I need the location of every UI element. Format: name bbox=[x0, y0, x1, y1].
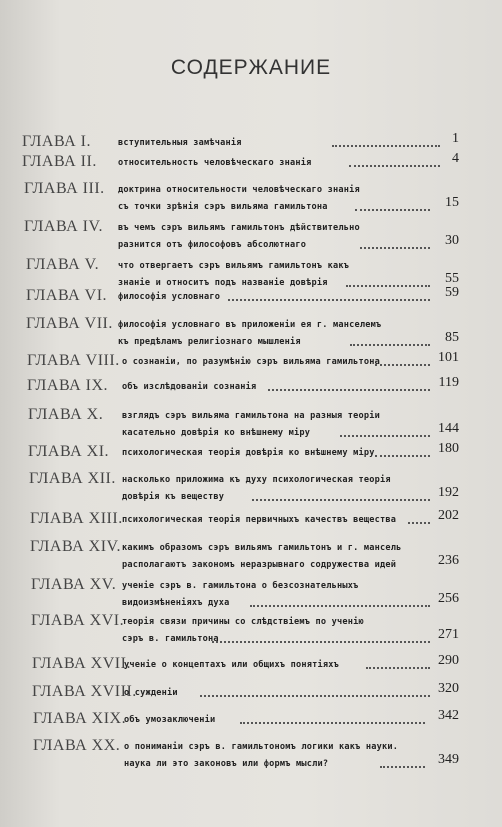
chapter-description-line: о пониманіи сэръ в. гамильтономъ логики какъ науки. bbox=[124, 742, 399, 752]
chapter-label: ГЛАВА III. bbox=[24, 180, 105, 197]
chapter-label: ГЛАВА II. bbox=[22, 153, 97, 170]
chapter-label: ГЛАВА XX. bbox=[33, 737, 121, 754]
chapter-description-line: знаніе и относитъ подъ названіе довѣрія bbox=[118, 278, 328, 288]
dot-leader bbox=[240, 712, 425, 724]
chapter-label: ГЛАВА I. bbox=[22, 133, 91, 150]
dot-leader bbox=[349, 155, 440, 167]
dot-leader bbox=[268, 379, 430, 391]
chapter-description bbox=[122, 354, 380, 371]
chapter-description-line: какимъ образомъ сэръ вильямъ гамильтонъ и г. мансель bbox=[122, 543, 402, 553]
chapter-description-line: теорія связи причины со слѣдствіемъ по ученію bbox=[122, 617, 364, 627]
dot-leader bbox=[360, 237, 430, 249]
page-number: 349 bbox=[438, 752, 459, 767]
chapter-description-line: довѣрія къ веществу bbox=[122, 492, 225, 502]
chapter-description bbox=[124, 657, 339, 674]
dot-leader bbox=[228, 289, 430, 301]
page-number: 144 bbox=[438, 421, 459, 436]
page-number: 30 bbox=[445, 233, 459, 248]
chapter-description bbox=[124, 712, 215, 729]
chapter-label: ГЛАВА XVIII. bbox=[32, 683, 137, 700]
chapter-description-line: ученіе сэръ в. гамильтона о безсознательныхъ bbox=[122, 581, 359, 591]
chapter-label: ГЛАВА XV. bbox=[31, 576, 117, 593]
chapter-description bbox=[118, 155, 311, 172]
chapter-description-line: разнится отъ философовъ абсолютнаго bbox=[118, 240, 307, 250]
dot-leader bbox=[346, 275, 430, 287]
page-number: 59 bbox=[445, 285, 459, 300]
dot-leader bbox=[355, 199, 430, 211]
chapter-description-line: психологическая теорія первичныхъ качествъ вещества bbox=[122, 515, 397, 525]
chapter-description-line: объ изслѣдованіи сознанія bbox=[122, 382, 257, 392]
chapter-description-line: психологическая теорія довѣрія ко внѣшнему міру bbox=[122, 448, 375, 458]
page-number: 15 bbox=[445, 195, 459, 210]
chapter-description bbox=[124, 739, 398, 773]
dot-leader bbox=[212, 631, 430, 643]
dot-leader bbox=[250, 595, 430, 607]
chapter-label: ГЛАВА VI. bbox=[26, 287, 108, 304]
chapter-description-line: сэръ в. гамильтона bbox=[122, 634, 219, 644]
chapter-description-line: что отвергаетъ сэръ вильямъ гамильтонъ какъ bbox=[118, 261, 350, 271]
chapter-label: ГЛАВА XIII. bbox=[30, 510, 123, 527]
page-number: 85 bbox=[445, 330, 459, 345]
chapter-description-line: вступительныя замѣчанія bbox=[118, 138, 242, 148]
chapter-description bbox=[118, 220, 360, 254]
chapter-description-line: ученіе о концептахъ или общихъ понятіяхъ bbox=[124, 660, 339, 670]
chapter-description-line: о сужденіи bbox=[124, 688, 178, 698]
page-number: 4 bbox=[452, 151, 459, 166]
chapter-description bbox=[118, 258, 349, 292]
chapter-description-line: касательно довѣрія ко внѣшнему міру bbox=[122, 428, 311, 438]
page-number: 55 bbox=[445, 271, 459, 286]
chapter-label: ГЛАВА IV. bbox=[24, 218, 103, 235]
page-number: 119 bbox=[438, 375, 459, 390]
chapter-description bbox=[118, 182, 360, 216]
page-number: 1 bbox=[452, 131, 459, 146]
chapter-description bbox=[118, 135, 242, 152]
page-number: 290 bbox=[438, 653, 459, 668]
chapter-description-line: въ чемъ сэръ вильямъ гамильтонъ дѣйствительно bbox=[118, 223, 360, 233]
chapter-label: ГЛАВА VIII. bbox=[27, 352, 120, 369]
dot-leader bbox=[350, 334, 430, 346]
page-number: 236 bbox=[438, 553, 459, 568]
chapter-description bbox=[118, 289, 220, 306]
dot-leader bbox=[408, 512, 430, 524]
dot-leader bbox=[380, 756, 425, 768]
page-number: 180 bbox=[438, 441, 459, 456]
page-number: 256 bbox=[438, 591, 459, 606]
chapter-description-line: философія условнаго bbox=[118, 292, 221, 302]
dot-leader bbox=[252, 489, 430, 501]
page-number: 271 bbox=[438, 627, 459, 642]
page-number: 342 bbox=[438, 708, 459, 723]
dot-leader bbox=[366, 657, 430, 669]
chapter-description bbox=[122, 540, 401, 574]
chapter-label: ГЛАВА VII. bbox=[26, 315, 113, 332]
dot-leader bbox=[200, 685, 430, 697]
dot-leader bbox=[375, 354, 430, 366]
chapter-description bbox=[122, 512, 396, 529]
dot-leader bbox=[375, 445, 430, 457]
chapter-description-line: философія условнаго въ приложеніи ея г. манселемъ bbox=[118, 320, 382, 330]
chapter-description bbox=[118, 317, 381, 351]
chapter-description-line: располагаютъ закономъ неразрывнаго содружества идей bbox=[122, 560, 397, 570]
page-title: СОДЕРЖАНИЕ bbox=[170, 56, 332, 79]
chapter-description bbox=[124, 685, 178, 702]
chapter-label: ГЛАВА V. bbox=[26, 256, 100, 273]
chapter-description bbox=[122, 445, 375, 462]
chapter-label: ГЛАВА IX. bbox=[27, 377, 109, 394]
chapter-description bbox=[122, 379, 256, 396]
chapter-description-line: доктрина относительности человѣческаго знанія bbox=[118, 185, 360, 195]
chapter-description-line: взглядъ сэръ вильяма гамильтона на разныя теоріи bbox=[122, 411, 380, 421]
chapter-description-line: наука ли это законовъ или формъ мысли? bbox=[124, 759, 329, 769]
chapter-label: ГЛАВА XVII. bbox=[32, 655, 131, 672]
chapter-description-line: относительность человѣческаго знанія bbox=[118, 158, 312, 168]
chapter-label: ГЛАВА XVI. bbox=[31, 612, 125, 629]
chapter-label: ГЛАВА XIX. bbox=[33, 710, 127, 727]
chapter-description-line: съ точки зрѣнія сэръ вильяма гамильтона bbox=[118, 202, 328, 212]
dot-leader bbox=[340, 425, 430, 437]
chapter-label: ГЛАВА XI. bbox=[28, 443, 110, 460]
chapter-description-line: насколько приложима къ духу психологическая теорія bbox=[122, 475, 391, 485]
chapter-description-line: видоизмѣненіяхъ духа bbox=[122, 598, 230, 608]
page-number: 101 bbox=[438, 350, 459, 365]
page-number: 320 bbox=[438, 681, 459, 696]
chapter-description-line: объ умозаключеніи bbox=[124, 715, 216, 725]
dot-leader bbox=[332, 135, 440, 147]
chapter-description-line: о сознаніи, по разумѣнію сэръ вильяма гамильтона bbox=[122, 357, 380, 367]
chapter-label: ГЛАВА XII. bbox=[29, 470, 116, 487]
chapter-label: ГЛАВА X. bbox=[28, 406, 104, 423]
chapter-label: ГЛАВА XIV. bbox=[30, 538, 122, 555]
chapter-description-line: къ предѣламъ религіознаго мышленія bbox=[118, 337, 301, 347]
page-number: 202 bbox=[438, 508, 459, 523]
page-number: 192 bbox=[438, 485, 459, 500]
